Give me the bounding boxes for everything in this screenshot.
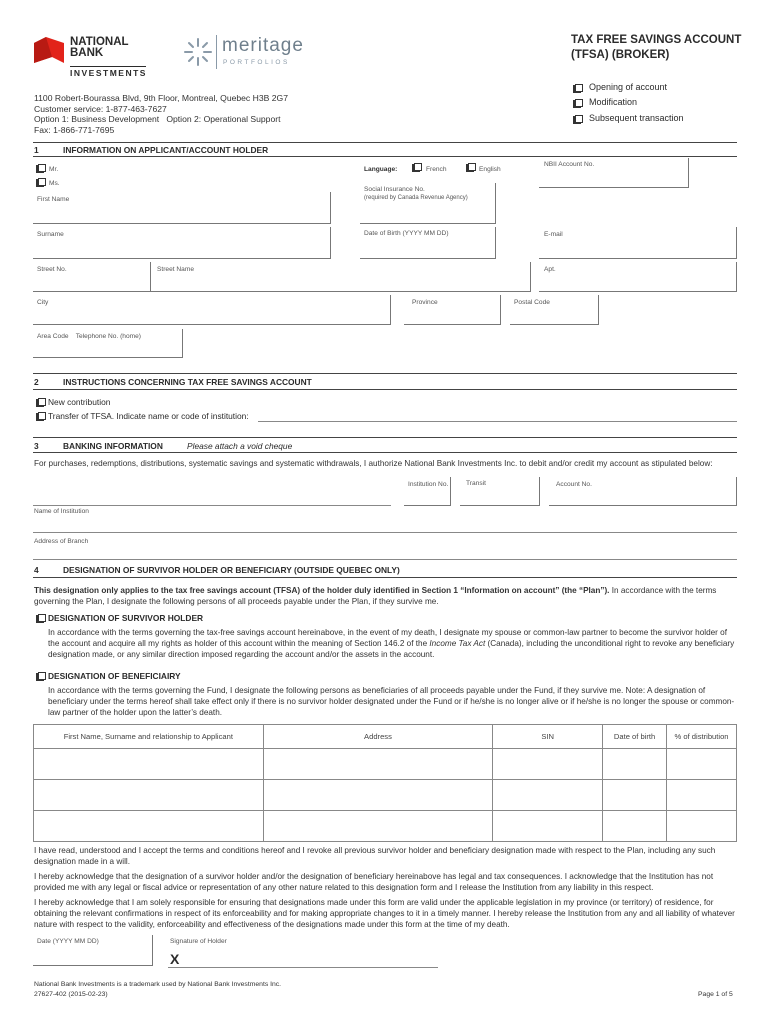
street-no-field[interactable] xyxy=(33,262,151,292)
table-row xyxy=(34,749,737,780)
section-3-text: For purchases, redemptions, distributions, systematic savings and systematic withdrawals, I authorize National Bank Investments Inc. to debit and/or credit my account as stipulated below: xyxy=(34,459,713,468)
declaration-3: I hereby acknowledge that I am solely responsible for ensuring that designations made under this form are valid under the applicable legislation in my province (or territory) of residence, for obtaining the relevant confirmations in respect of its enforceability and for making appropriate changes to it in a timely manner. I hereby release the Institution from any and all liability of whatever nature with respect to the validity, enforceability and effectiveness of the designations made under this form at the time of my death. xyxy=(34,898,735,929)
table-cell[interactable] xyxy=(493,811,603,842)
beneficiary-table xyxy=(33,724,737,842)
checkbox-opening[interactable] xyxy=(575,84,583,92)
email-label: E-mail xyxy=(544,231,563,238)
label-opening: Opening of account xyxy=(589,82,668,92)
table-header-name: First Name, Surname and relationship to Applicant xyxy=(34,725,264,749)
meritage-name: meritage xyxy=(222,35,304,56)
form-title xyxy=(571,33,741,63)
survivor-holder-title: DESIGNATION OF SURVIVOR HOLDER xyxy=(48,613,204,623)
apt-field[interactable] xyxy=(539,262,737,292)
dob-field[interactable] xyxy=(360,227,496,259)
checkbox-transfer[interactable] xyxy=(38,412,46,420)
transfer-institution-line[interactable] xyxy=(258,421,737,422)
footer-trademark: National Bank Investments is a trademark used by National Bank Investments Inc. xyxy=(34,981,282,988)
section-3-title: BANKING INFORMATION xyxy=(63,441,163,451)
table-cell[interactable] xyxy=(667,811,737,842)
sin-label: Social Insurance No. xyxy=(364,186,425,193)
label-new-contribution: New contribution xyxy=(48,397,111,407)
signature-line[interactable] xyxy=(168,967,438,968)
label-transfer: Transfer of TFSA. Indicate name or code of institution: xyxy=(48,411,249,421)
table-header-dob: Date of birth xyxy=(603,725,667,749)
checkbox-ms[interactable] xyxy=(38,178,46,186)
meritage-portfolios: PORTFOLIOS xyxy=(223,59,290,66)
checkbox-new-contribution[interactable] xyxy=(38,398,46,406)
contact-address: 1100 Robert-Bourassa Blvd, 9th Floor, Montreal, Quebec H3B 2G7 xyxy=(34,93,288,103)
apt-label: Apt. xyxy=(544,266,556,273)
contact-block xyxy=(34,93,288,135)
phone-label: Area Code Telephone No. (home) xyxy=(37,333,141,340)
checkbox-survivor-holder[interactable] xyxy=(38,614,46,622)
survivor-text-italic: Income Tax Act xyxy=(429,639,486,648)
section-3-number: 3 xyxy=(34,441,39,451)
national-bank-flag-icon xyxy=(34,37,64,65)
transit-field[interactable] xyxy=(460,477,540,506)
form-title-line-1: TAX FREE SAVINGS ACCOUNT xyxy=(571,34,742,46)
table-cell[interactable] xyxy=(34,780,264,811)
signature-label: Signature of Holder xyxy=(170,938,227,945)
signature-x: X xyxy=(170,951,180,967)
section-2-title: INSTRUCTIONS CONCERNING TAX FREE SAVINGS ACCOUNT xyxy=(63,377,312,387)
label-subsequent: Subsequent transaction xyxy=(589,113,684,123)
checkbox-english[interactable] xyxy=(468,163,476,171)
table-row xyxy=(34,811,737,842)
sin-note: (required by Canada Revenue Agency) xyxy=(364,195,468,201)
checkbox-mr[interactable] xyxy=(38,164,46,172)
declaration-1: I have read, understood and I accept the terms and conditions hereof and I revoke all previous survivor holder and beneficiary designation made with respect to the Plan, including any such designation made in a will. xyxy=(34,846,716,866)
city-field[interactable] xyxy=(33,295,391,325)
section-4-intro-bold: This designation only applies to the tax free savings account (TFSA) of the holder duly identified in Section 1 “Information on account” (the “Plan”). xyxy=(34,586,610,595)
account-no-label: Account No. xyxy=(556,481,592,488)
logo-line-2: BANK xyxy=(70,47,104,59)
section-4-title: DESIGNATION OF SURVIVOR HOLDER OR BENEFICIARY (OUTSIDE QUEBEC ONLY) xyxy=(63,565,400,575)
phone-field[interactable] xyxy=(33,329,183,358)
table-cell[interactable] xyxy=(34,749,264,780)
declaration-2: I hereby acknowledge that the designation of a survivor holder and/or the designation of beneficiary hereinabove has legal and tax consequences. I acknowledge that the Institution has not provided me with any legal or fiscal advice or representation of any other nature related to this designation form and I release the Institution from any liability in this respect. xyxy=(34,872,714,892)
checkbox-french[interactable] xyxy=(414,163,422,171)
footer-page: Page 1 of 5 xyxy=(698,991,733,998)
table-header-address: Address xyxy=(263,725,493,749)
section-1-title: INFORMATION ON APPLICANT/ACCOUNT HOLDER xyxy=(63,145,269,155)
table-cell[interactable] xyxy=(603,811,667,842)
beneficiary-title: DESIGNATION OF BENEFICIAIRY xyxy=(48,671,181,681)
meritage-logo xyxy=(183,35,318,75)
street-no-label: Street No. xyxy=(37,266,67,273)
footer-form-code: 27627-402 (2015-02-23) xyxy=(34,991,108,998)
logo-investments: INVESTMENTS xyxy=(70,68,147,78)
table-header-row xyxy=(34,725,737,749)
province-label: Province xyxy=(412,299,438,306)
label-french: French xyxy=(426,166,447,173)
label-modification: Modification xyxy=(589,97,638,107)
date-label: Date (YYYY MM DD) xyxy=(37,938,99,945)
table-cell[interactable] xyxy=(667,780,737,811)
table-cell[interactable] xyxy=(263,811,493,842)
city-label: City xyxy=(37,299,49,306)
meritage-burst-icon xyxy=(183,37,213,67)
table-row xyxy=(34,780,737,811)
street-name-field[interactable] xyxy=(151,262,531,292)
checkbox-modification[interactable] xyxy=(575,99,583,107)
section-3-note: Please attach a void cheque xyxy=(187,441,293,451)
nbii-account-field[interactable] xyxy=(539,158,689,188)
survivor-text-b: (Canada), including the unconditional right to revoke any beneficiary designation made, or any similar direction imposed regarding the account and/or the assets in the account. xyxy=(48,639,735,659)
address-of-branch-label: Address of Branch xyxy=(34,538,89,545)
section-2-number: 2 xyxy=(34,377,39,387)
date-field[interactable] xyxy=(33,935,153,966)
table-cell[interactable] xyxy=(667,749,737,780)
logo-line-1: NATIONAL xyxy=(70,36,129,48)
institution-no-field[interactable] xyxy=(404,477,451,506)
label-mr: Mr. xyxy=(49,166,59,173)
street-name-label: Street Name xyxy=(157,266,195,273)
table-cell[interactable] xyxy=(493,780,603,811)
contact-customer-service: Customer service: 1-877-463-7627 xyxy=(34,103,167,114)
bank-name-line[interactable] xyxy=(33,505,391,506)
surname-field[interactable] xyxy=(33,227,331,259)
institution-no-label: Institution No. xyxy=(408,481,449,488)
table-cell[interactable] xyxy=(493,749,603,780)
first-name-field[interactable] xyxy=(33,192,331,224)
contact-fax: Fax: 1-866-771-7695 xyxy=(34,124,115,135)
table-cell[interactable] xyxy=(603,749,667,780)
checkbox-beneficiary[interactable] xyxy=(38,672,46,680)
section-4-intro xyxy=(34,585,737,607)
beneficiary-text: In accordance with the terms governing the Fund, I designate the following persons as beneficiaries of all proceeds payable under the Fund, if they survive me. Note: A designation of beneficiary under the terms hereof shall take effect only if there is no survivor holder designated under the Fund or if he/she is no longer alive or if he/she is no longer the spouse or common-law partner of the holder upon the latter’s death. xyxy=(48,686,735,717)
table-cell[interactable] xyxy=(603,780,667,811)
table-cell[interactable] xyxy=(263,780,493,811)
name-of-institution-line[interactable] xyxy=(33,532,737,533)
section-4-number: 4 xyxy=(34,565,39,575)
table-header-distribution: % of distribution xyxy=(667,725,737,749)
checkbox-subsequent[interactable] xyxy=(575,115,583,123)
nbii-label: NBII Account No. xyxy=(544,161,595,168)
language-label: Language: xyxy=(364,166,398,173)
national-bank-logo xyxy=(34,35,149,80)
label-ms: Ms. xyxy=(49,180,60,187)
label-english: English xyxy=(479,166,501,173)
form-title-line-2: (TFSA) (BROKER) xyxy=(571,49,670,61)
name-of-institution-label: Name of Institution xyxy=(34,508,89,515)
sin-field[interactable] xyxy=(360,183,496,224)
transit-label: Transit xyxy=(466,480,486,487)
section-4-intro-rest: In accordance with the terms governing the Plan, I designate the following persons of all proceeds payable under the Plan, if they survive me. xyxy=(34,586,717,606)
survivor-text-a: In accordance with the terms governing the tax-free savings account hereinabove, in the event of my death, I designate my spouse or common-law partner to become the survivor holder of the account and acquire all my rights as holder of this account within the meaning of Section 146.2 of the xyxy=(48,628,728,648)
first-name-label: First Name xyxy=(37,196,70,203)
table-cell[interactable] xyxy=(263,749,493,780)
postal-code-field[interactable] xyxy=(510,295,599,325)
province-field[interactable] xyxy=(404,295,501,325)
account-no-field[interactable] xyxy=(549,477,737,506)
table-cell[interactable] xyxy=(34,811,264,842)
dob-label: Date of Birth (YYYY MM DD) xyxy=(364,230,449,237)
surname-label: Surname xyxy=(37,231,64,238)
postal-code-label: Postal Code xyxy=(514,299,550,306)
section-1-number: 1 xyxy=(34,145,39,155)
survivor-holder-text xyxy=(48,627,736,660)
contact-options: Option 1: Business Development Option 2: Operational Support xyxy=(34,114,281,124)
table-header-sin: SIN xyxy=(493,725,603,749)
address-of-branch-line[interactable] xyxy=(33,559,737,560)
email-field[interactable] xyxy=(539,227,737,259)
